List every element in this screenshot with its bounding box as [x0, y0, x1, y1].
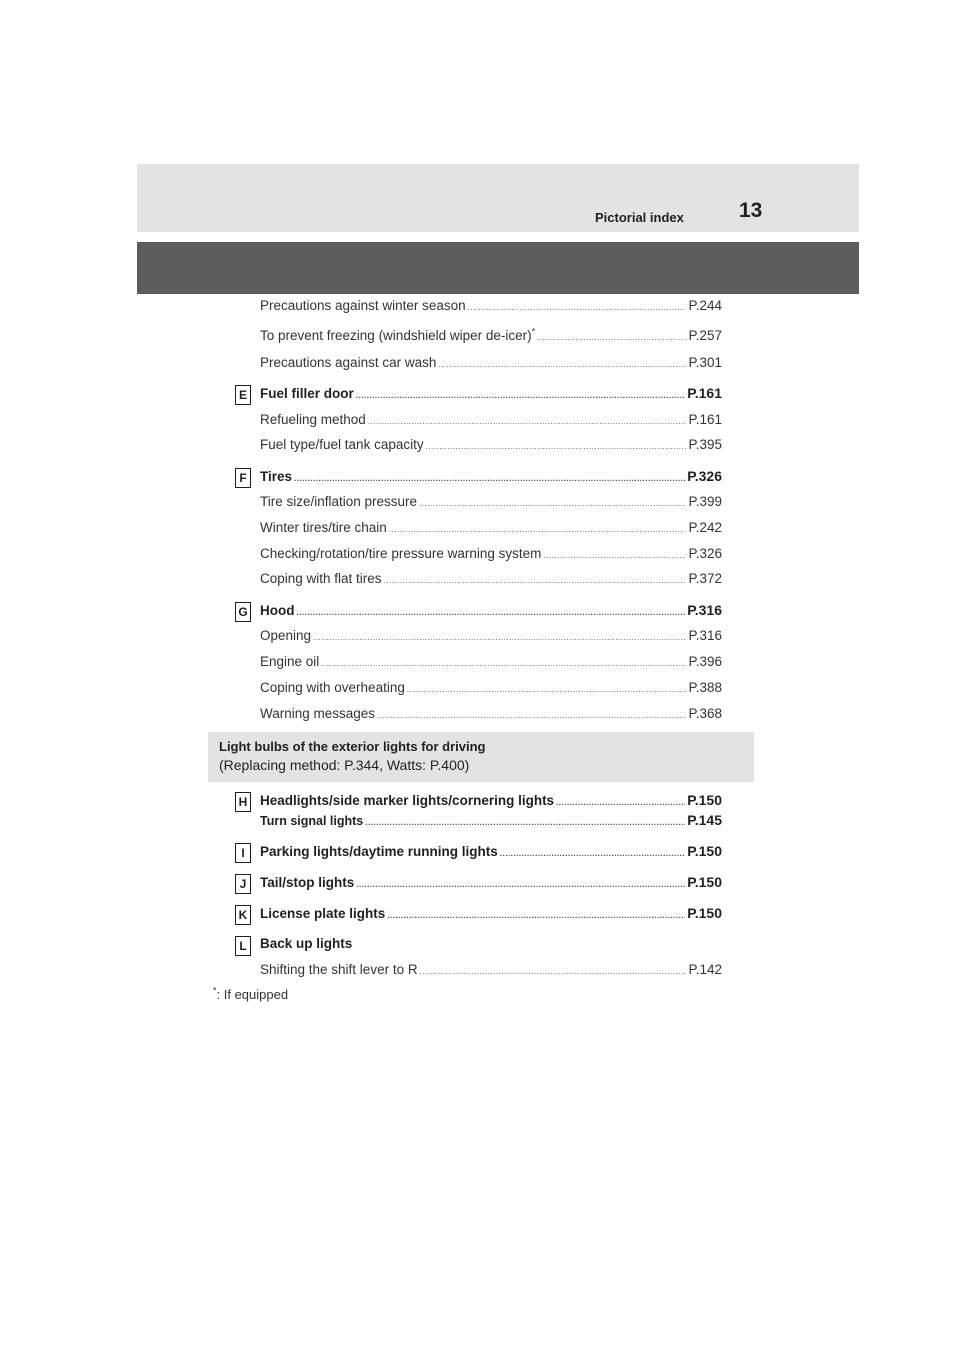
leader-dots	[313, 633, 686, 642]
leader-dots	[407, 685, 687, 694]
page-ref-link[interactable]: P.399	[688, 494, 722, 509]
leader-dots	[368, 417, 687, 426]
entry-label: Refueling method	[260, 412, 366, 427]
leader-dots	[297, 608, 686, 617]
page-ref-link[interactable]: P.150	[687, 792, 722, 808]
page-ref-link[interactable]: P.326	[687, 468, 722, 484]
index-entry-fuel-filler-door[interactable]	[260, 385, 722, 401]
entry-label: Fuel filler door	[260, 386, 354, 401]
callout-letter-g: G	[235, 602, 251, 622]
leader-dots	[356, 391, 685, 400]
index-entry-turn-signal-lights[interactable]	[260, 812, 722, 828]
leader-dots	[537, 333, 686, 342]
page-ref-link[interactable]: P.145	[687, 812, 722, 828]
index-entry-engine-oil[interactable]	[260, 654, 722, 669]
leader-dots	[377, 711, 686, 720]
index-entry-shift-lever-r[interactable]	[260, 962, 722, 977]
dark-band	[137, 242, 859, 294]
page-ref-link[interactable]: P.150	[687, 874, 722, 890]
footnote-mark: *	[531, 326, 536, 337]
callout-letter-i: I	[235, 843, 251, 863]
callout-letter-l: L	[235, 936, 251, 956]
index-entry-parking-lights[interactable]	[260, 843, 722, 859]
index-entry-hood[interactable]	[260, 602, 722, 618]
entry-label: Checking/rotation/tire pressure warning system	[260, 546, 542, 561]
index-entry-tires[interactable]	[260, 468, 722, 484]
entry-label: Tail/stop lights	[260, 875, 355, 890]
page-ref-link[interactable]: P.372	[688, 571, 722, 586]
page-ref-link[interactable]: P.257	[688, 328, 722, 343]
footnote-mark: *	[213, 985, 217, 996]
index-entry-back-up-lights: Back up lights	[260, 936, 353, 951]
page-ref-link[interactable]: P.161	[688, 412, 722, 427]
callout-letter-h: H	[235, 792, 251, 812]
leader-dots	[356, 880, 685, 889]
entry-label: Winter tires/tire chain	[260, 520, 387, 535]
page-ref-link[interactable]: P.244	[688, 298, 722, 313]
entry-label: Hood	[260, 603, 295, 618]
index-entry-hood-opening[interactable]	[260, 628, 722, 643]
index-entry-warning-messages[interactable]	[260, 706, 722, 721]
entry-label: License plate lights	[260, 906, 386, 921]
entry-label: Shifting the shift lever to R	[260, 962, 418, 977]
page-ref-link[interactable]: P.150	[687, 905, 722, 921]
callout-letter-f: F	[235, 468, 251, 488]
page-ref-link[interactable]: P.142	[688, 962, 722, 977]
entry-label: Fuel type/fuel tank capacity	[260, 437, 424, 452]
leader-dots	[500, 849, 685, 858]
footnote-text: : If equipped	[216, 987, 289, 1002]
leader-dots	[419, 499, 686, 508]
index-entry-refueling-method[interactable]	[260, 412, 722, 427]
index-entry-license-plate-lights[interactable]	[260, 905, 722, 921]
page-ref-link[interactable]: P.316	[687, 602, 722, 618]
index-entry-winter-tires[interactable]	[260, 520, 722, 535]
entry-label: Coping with overheating	[260, 680, 405, 695]
page-ref-link[interactable]: P.395	[688, 437, 722, 452]
entry-label: Opening	[260, 628, 312, 643]
entry-label: Turn signal lights	[260, 814, 364, 828]
light-bulbs-title: Light bulbs of the exterior lights for driving	[219, 739, 486, 754]
leader-dots	[384, 576, 687, 585]
page-ref-link[interactable]: P.396	[688, 654, 722, 669]
leader-dots	[426, 442, 687, 451]
page-ref-link[interactable]: P.326	[688, 546, 722, 561]
page-ref-link[interactable]: P.161	[687, 385, 722, 401]
light-bulbs-subtitle: (Replacing method: P.344, Watts: P.400)	[219, 757, 470, 773]
page-ref-link[interactable]: P.368	[688, 706, 722, 721]
index-entry-wiper-de-icer[interactable]	[260, 328, 722, 343]
index-entry-tail-stop-lights[interactable]	[260, 874, 722, 890]
leader-dots	[389, 525, 687, 534]
light-bulbs-heading-box	[208, 732, 754, 782]
section-title: Pictorial index	[595, 210, 684, 225]
entry-label: Warning messages	[260, 706, 376, 721]
index-entry-flat-tires[interactable]	[260, 571, 722, 586]
index-entry-headlights[interactable]	[260, 792, 722, 808]
leader-dots	[321, 659, 686, 668]
leader-dots	[420, 967, 687, 976]
page-number: 13	[739, 199, 763, 222]
leader-dots	[365, 818, 685, 827]
leader-dots	[543, 551, 686, 560]
entry-label: Coping with flat tires	[260, 571, 382, 586]
index-entry-fuel-type[interactable]	[260, 437, 722, 452]
index-entry-car-wash[interactable]	[260, 355, 722, 370]
leader-dots	[468, 303, 687, 312]
page-ref-link[interactable]: P.150	[687, 843, 722, 859]
index-entry-winter-precautions[interactable]	[260, 298, 722, 313]
index-entry-tire-size[interactable]	[260, 494, 722, 509]
entry-label: Parking lights/daytime running lights	[260, 844, 498, 859]
callout-letter-e: E	[235, 385, 251, 405]
leader-dots	[556, 798, 685, 807]
callout-letter-k: K	[235, 905, 251, 925]
page-ref-link[interactable]: P.301	[688, 355, 722, 370]
page-ref-link[interactable]: P.388	[688, 680, 722, 695]
footnote	[213, 987, 288, 1002]
page-ref-link[interactable]: P.316	[688, 628, 722, 643]
callout-letter-j: J	[235, 874, 251, 894]
leader-dots	[294, 474, 685, 483]
index-entry-overheating[interactable]	[260, 680, 722, 695]
entry-label: Tire size/inflation pressure	[260, 494, 418, 509]
entry-label: Precautions against car wash	[260, 355, 437, 370]
entry-label: Headlights/side marker lights/cornering lights	[260, 793, 555, 808]
entry-label: Engine oil	[260, 654, 320, 669]
entry-label: Tires	[260, 469, 293, 484]
leader-dots	[387, 911, 685, 920]
entry-label: Precautions against winter season	[260, 298, 466, 313]
entry-label: To prevent freezing (windshield wiper de-icer)*	[260, 326, 536, 343]
index-entry-tire-pressure-system[interactable]	[260, 546, 722, 561]
page-ref-link[interactable]: P.242	[688, 520, 722, 535]
leader-dots	[438, 360, 686, 369]
